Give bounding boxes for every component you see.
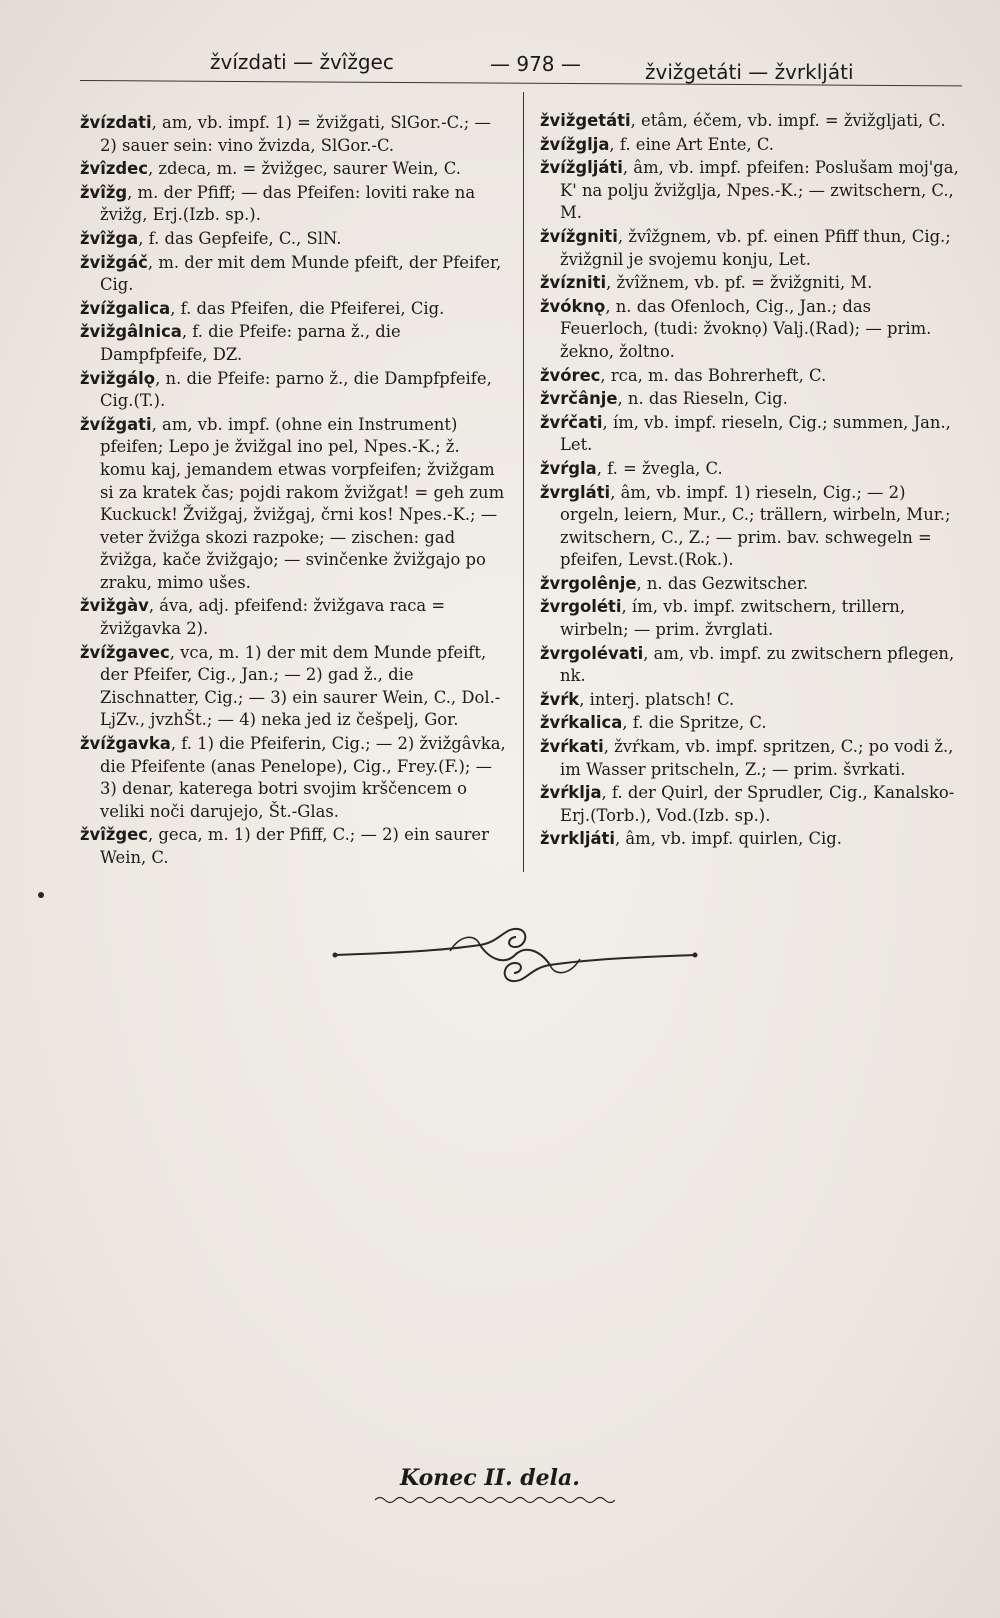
ink-dot bbox=[38, 892, 44, 898]
entry-headword: žvŕkati bbox=[540, 737, 604, 757]
entry-definition: , etâm, éčem, vb. impf. = žvižgljati, C. bbox=[630, 111, 946, 130]
entry-definition: , áva, adj. pfeifend: žvižgava raca = žvižgavka 2). bbox=[100, 596, 446, 639]
closing-underline bbox=[375, 1495, 615, 1505]
entry-headword: žvŕkalica bbox=[540, 713, 623, 733]
entry-definition: , f. die Spritze, C. bbox=[622, 713, 767, 733]
dictionary-entry bbox=[540, 573, 960, 596]
dictionary-entry bbox=[80, 642, 510, 732]
entry-headword: žvrgolévati bbox=[540, 643, 644, 663]
entry-headword: žvrkljáti bbox=[540, 829, 615, 849]
entry-definition: , ím, vb. impf. rieseln, Cig.; summen, Jan., Let. bbox=[560, 412, 951, 455]
entry-definition: , m. der Pfiff; — das Pfeifen: loviti rake na žvižg, Erj.(Izb. sp.). bbox=[100, 182, 476, 225]
entry-headword: žvîžg bbox=[80, 182, 128, 202]
entry-headword: žvižgàv bbox=[80, 596, 149, 616]
entry-headword: žvízniti bbox=[540, 273, 607, 293]
entry-headword: žvîžgec bbox=[80, 825, 148, 845]
entry-definition: , zdeca, m. = žvižgec, saurer Wein, C. bbox=[147, 159, 461, 179]
entry-headword: žvížgljáti bbox=[540, 158, 623, 178]
dictionary-entry bbox=[540, 365, 960, 388]
dictionary-entry bbox=[540, 296, 960, 364]
dictionary-entry bbox=[540, 110, 960, 133]
entry-headword: žvížgati bbox=[80, 414, 152, 434]
entry-headword: žvižgâlnica bbox=[80, 322, 182, 342]
entry-headword: žvŕk bbox=[540, 689, 580, 709]
dictionary-entry bbox=[80, 112, 510, 157]
dictionary-entry bbox=[540, 482, 960, 572]
dictionary-entry bbox=[540, 226, 960, 271]
dictionary-entry bbox=[80, 414, 510, 595]
entry-definition: , ím, vb. impf. zwitschern, trillern, wirbeln; — prim. žvrglati. bbox=[560, 597, 906, 640]
dictionary-entry bbox=[80, 321, 510, 366]
header-left: žvízdati — žvîžgec bbox=[210, 50, 394, 74]
page-number: — 978 — bbox=[490, 52, 581, 76]
entry-definition: , n. das Ofenloch, Cig., Jan.; das Feuerloch, (tudi: žvoknọ) Valj.(Rad); — prim. žekno, žoltno. bbox=[560, 296, 932, 361]
entry-definition: , n. die Pfeife: parno ž., die Dampfpfeife, Cig.(T.). bbox=[100, 368, 492, 411]
dictionary-entry bbox=[80, 228, 510, 251]
entry-definition: , âm, vb. impf. pfeifen: Poslušam moj'ga, K' na polju žvižglja, Npes.-K.; — zwitschern, C., M. bbox=[560, 158, 959, 223]
dictionary-entry bbox=[540, 736, 960, 781]
left-column bbox=[80, 112, 510, 871]
entry-definition: , am, vb. impf. (ohne ein Instrument) pfeifen; Lepo je žvižgal ino pel, Npes.-K.; ž. komu kaj, jemandem etwas vorpfeifen; žvižgam si za kratek čas; pojdi rakom žvižgat! = geh zum Kuckuck! Žvižgaj, žvižgaj, črni kos! Npes.-K.; — veter žvižga skozi razpoke; — zischen: gad žvižga, kače žvižgajo; — svinčenke žvižgajo po zraku, mimo ušes. bbox=[100, 414, 505, 592]
entry-headword: žvîzdec bbox=[80, 159, 148, 179]
entry-headword: žvŕčati bbox=[540, 412, 603, 432]
dictionary-entry bbox=[540, 596, 960, 641]
entry-headword: žvižgálǫ bbox=[80, 368, 156, 388]
dictionary-entry bbox=[540, 643, 960, 688]
dictionary-entry bbox=[80, 158, 510, 181]
entry-definition: , f. = žvegla, C. bbox=[596, 458, 723, 478]
entry-definition: , f. 1) die Pfeiferin, Cig.; — 2) žvižgâvka, die Pfeifente (anas Penelope), Cig., Frey.(F.); — 3) denar, katerega botri svojim krščencem o veliki noči darujejo, Št.-Glas. bbox=[100, 734, 506, 821]
entry-headword: žvižgetáti bbox=[540, 111, 631, 130]
entry-definition: , interj. platsch! C. bbox=[579, 689, 735, 709]
entry-headword: žvrčânje bbox=[540, 389, 618, 409]
dictionary-entry bbox=[540, 157, 960, 225]
dictionary-entry bbox=[80, 733, 510, 823]
dictionary-entry bbox=[80, 298, 510, 321]
entry-definition: , vca, m. 1) der mit dem Munde pfeift, der Pfeifer, Cig., Jan.; — 2) gad ž., die Zischnatter, Cig.; — 3) ein saurer Wein, C., Dol.-LjZv., jvzhŠt.; — 4) neka jed iz češpelj, Gor. bbox=[100, 642, 501, 730]
dictionary-entry bbox=[540, 782, 960, 827]
entry-definition: , am, vb. impf. zu zwitschern pflegen, nk. bbox=[560, 643, 955, 686]
entry-headword: žvížgalica bbox=[80, 298, 171, 318]
entry-headword: žvižgáč bbox=[80, 252, 148, 272]
entry-definition: , n. das Gezwitscher. bbox=[636, 573, 809, 593]
entry-definition: , f. eine Art Ente, C. bbox=[609, 134, 775, 154]
entry-definition: , žvîžnem, vb. pf. = žvižgniti, M. bbox=[606, 273, 873, 293]
dictionary-entry bbox=[540, 272, 960, 295]
entry-headword: žvížgavka bbox=[80, 734, 171, 754]
dictionary-entry bbox=[540, 828, 960, 851]
entry-definition: , geca, m. 1) der Pfiff, C.; — 2) ein saurer Wein, C. bbox=[100, 825, 489, 867]
entry-definition: , rca, m. das Bohrerheft, C. bbox=[600, 365, 827, 385]
dictionary-entry bbox=[80, 252, 510, 297]
closing-title: Konec II. dela. bbox=[400, 1465, 580, 1491]
entry-headword: žvŕgla bbox=[540, 458, 597, 478]
dictionary-entry bbox=[80, 368, 510, 413]
entry-headword: žvórec bbox=[540, 365, 601, 385]
entry-definition: , žvŕkam, vb. impf. spritzen, C.; po vodi ž., im Wasser pritscheln, Z.; — prim. švrkati. bbox=[560, 737, 954, 779]
entry-definition: , m. der mit dem Munde pfeift, der Pfeifer, Cig. bbox=[100, 252, 502, 295]
dictionary-entry bbox=[540, 134, 960, 157]
column-divider bbox=[523, 92, 524, 872]
entry-definition: , n. das Rieseln, Cig. bbox=[617, 389, 788, 409]
entry-definition: , âm, vb. impf. 1) rieseln, Cig.; — 2) orgeln, leiern, Mur., C.; trällern, wirbeln, Mur.; zwitschern, C., Z.; — prim. bav. schwegeln = pfeifen, Levst.(Rok.). bbox=[560, 482, 951, 570]
entry-definition: , žvîžgnem, vb. pf. einen Pfiff thun, Cig.; žvižgnil je svojemu konju, Let. bbox=[560, 226, 951, 269]
dictionary-entry bbox=[80, 595, 510, 640]
entry-definition: , f. das Gepfeife, C., SlN. bbox=[138, 228, 342, 248]
entry-definition: , f. der Quirl, der Sprudler, Cig., Kanalsko-Erj.(Torb.), Vod.(Izb. sp.). bbox=[560, 783, 955, 825]
dictionary-entry bbox=[80, 824, 510, 869]
entry-headword: žvížgavec bbox=[80, 642, 170, 662]
entry-headword: žvížglja bbox=[540, 134, 610, 154]
dictionary-entry bbox=[540, 712, 960, 735]
entry-headword: žvrgolênje bbox=[540, 573, 637, 593]
entry-headword: žvŕklja bbox=[540, 783, 602, 803]
entry-definition: , f. das Pfeifen, die Pfeiferei, Cig. bbox=[170, 298, 445, 318]
dictionary-entry bbox=[540, 388, 960, 411]
entry-definition: , âm, vb. impf. quirlen, Cig. bbox=[614, 829, 843, 849]
entry-definition: , f. die Pfeife: parna ž., die Dampfpfeife, DZ. bbox=[100, 322, 401, 364]
entry-headword: žvížgniti bbox=[540, 226, 618, 246]
dictionary-entry bbox=[540, 689, 960, 712]
entry-headword: žvrgoléti bbox=[540, 597, 622, 617]
dictionary-entry bbox=[540, 412, 960, 457]
entry-definition: , am, vb. impf. 1) = žvižgati, SlGor.-C.; — 2) sauer sein: vino žvizda, SlGor.-C. bbox=[100, 113, 491, 155]
entry-headword: žvrgláti bbox=[540, 482, 611, 502]
dictionary-entry bbox=[80, 182, 510, 227]
entry-headword: žvóknǫ bbox=[540, 296, 606, 316]
ornament bbox=[330, 915, 700, 995]
entry-headword: žvízdati bbox=[80, 113, 152, 132]
dictionary-entry bbox=[540, 458, 960, 481]
header-right: žvižgetáti — žvrkljáti bbox=[645, 60, 854, 84]
right-column bbox=[540, 110, 960, 852]
entry-headword: žvîžga bbox=[80, 228, 139, 248]
